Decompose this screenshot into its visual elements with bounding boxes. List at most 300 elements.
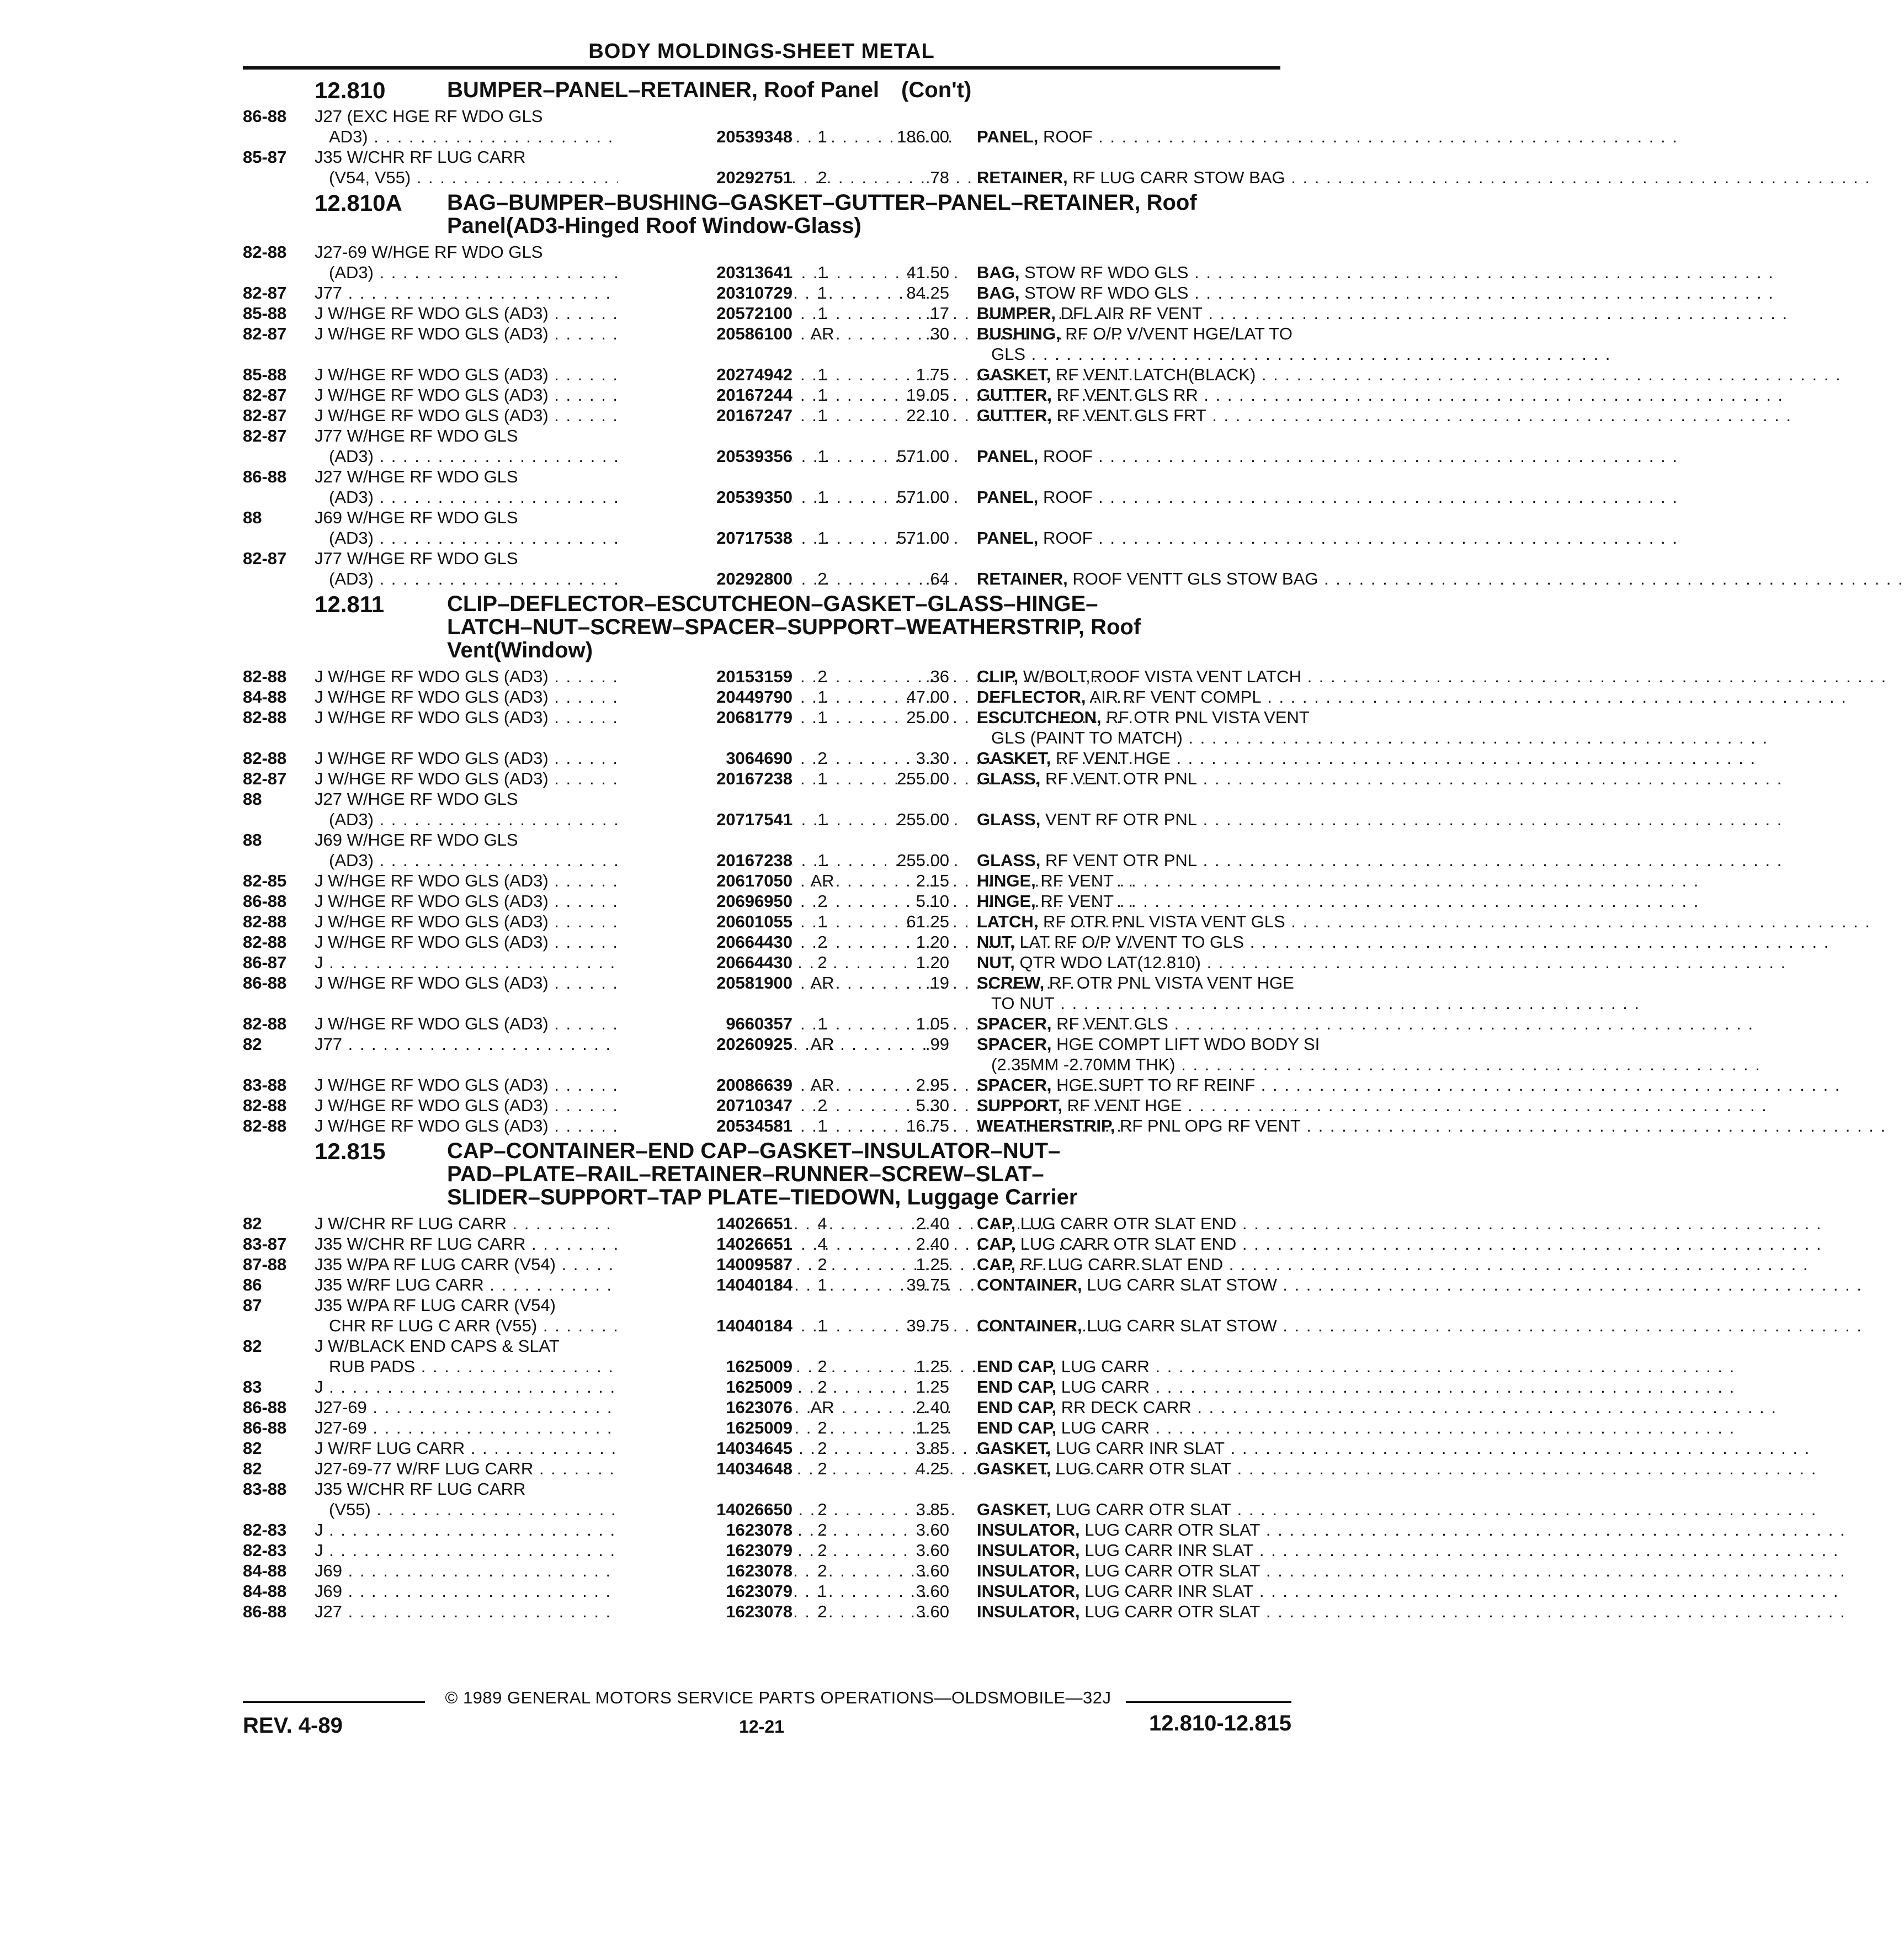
part-number: 20717541	[618, 809, 793, 830]
application-line: (AD3) . . .	[315, 487, 839, 507]
part-description	[977, 569, 1318, 589]
quantity: 1	[817, 263, 827, 282]
part-number: 20167244	[618, 385, 793, 405]
description-line: INSULATOR, LUG CARR INR SLAT . . .	[977, 1540, 1275, 1560]
price: 39.75	[906, 1275, 949, 1294]
model-years: 84-88	[243, 1581, 287, 1601]
part-description	[977, 1356, 1275, 1377]
price: 19.05	[906, 385, 949, 405]
description-line: GUTTER, RF VENT GLS FRT . . .	[977, 405, 1275, 426]
part-number: 20586100	[618, 323, 793, 344]
quantity: 1	[817, 708, 827, 727]
description-line: SCREW, RF OTR PNL VISTA VENT HGE	[977, 973, 1294, 992]
section-title-line: Panel(AD3-Hinged Roof Window-Glass)	[447, 214, 861, 238]
part-row	[243, 1013, 1280, 1034]
part-description	[977, 303, 1275, 323]
model-years: 83-87	[243, 1234, 287, 1254]
description-line: CAP, LUG CARR OTR SLAT END . . .	[977, 1234, 1275, 1254]
part-description	[977, 1520, 1275, 1540]
part-description	[977, 891, 1275, 911]
quantity: 2	[817, 932, 827, 952]
quantity: 2	[817, 748, 827, 768]
price: 4.25	[916, 1459, 949, 1478]
part-description	[977, 446, 1275, 466]
price: 571.00	[897, 447, 949, 466]
quantity: 2	[817, 1541, 827, 1560]
part-description	[977, 1275, 1275, 1295]
application-line: J W/HGE RF WDO GLS (AD3) . . .	[315, 323, 839, 344]
model-years: 86-87	[243, 953, 287, 972]
part-number: 1623079	[618, 1540, 793, 1560]
section-title-line: SLIDER–SUPPORT–TAP PLATE–TIEDOWN, Luggage Carrier	[447, 1185, 1078, 1209]
quantity: 1	[817, 1014, 827, 1033]
description-line: GUTTER, RF VENT GLS RR . . .	[977, 385, 1275, 405]
description-line: INSULATOR, LUG CARR OTR SLAT . . .	[977, 1560, 1275, 1581]
part-row	[243, 666, 1301, 687]
price: 2.95	[916, 1075, 949, 1095]
application-line: J W/HGE RF WDO GLS (AD3) . . .	[315, 911, 839, 932]
description-line: INSULATOR, LUG CARR INR SLAT . . .	[977, 1581, 1275, 1601]
description-line: TO NUT . . .	[977, 993, 1275, 1013]
part-description	[977, 405, 1275, 426]
part-row	[243, 385, 1280, 405]
part-description	[977, 1560, 1275, 1581]
model-years: 82-85	[243, 871, 287, 890]
part-number: 14026651	[618, 1234, 793, 1254]
application-line: J W/HGE RF WDO GLS (AD3) . . .	[315, 1013, 839, 1034]
application-line: J . . .	[315, 1377, 839, 1397]
price: .99	[925, 1034, 949, 1054]
part-description	[977, 487, 1275, 507]
application-line: J69 . . .	[315, 1560, 839, 1581]
section-number: 12.815	[315, 1138, 386, 1164]
application-line: J . . .	[315, 1520, 839, 1540]
part-number: 20310729	[618, 283, 793, 303]
quantity: AR	[810, 1075, 834, 1095]
application-line: AD3) . . .	[315, 126, 839, 147]
application-line: (AD3) . . .	[315, 262, 839, 283]
part-description	[977, 262, 1275, 283]
part-row	[243, 1254, 1280, 1275]
application-line: J69 W/HGE RF WDO GLS	[315, 508, 518, 527]
part-row	[243, 106, 1280, 147]
model-years: 86-88	[243, 891, 287, 911]
application-line: CHR RF LUG C ARR (V55) . . .	[315, 1315, 839, 1336]
section-header	[243, 592, 1280, 662]
part-description	[977, 167, 1285, 188]
model-years: 88	[243, 508, 262, 527]
description-line: GLASS, RF VENT OTR PNL . . .	[977, 768, 1275, 789]
part-number: 20292800	[618, 569, 793, 589]
application-line: J W/HGE RF WDO GLS (AD3) . . .	[315, 768, 839, 789]
part-number: 20313641	[618, 262, 793, 283]
part-row	[243, 952, 1280, 973]
section-title	[447, 78, 1280, 102]
application-line: J W/CHR RF LUG CARR . . .	[315, 1213, 839, 1234]
price: .19	[925, 973, 949, 992]
part-description	[977, 1075, 1275, 1095]
section-title-line: CLIP–DEFLECTOR–ESCUTCHEON–GASKET–GLASS–HINGE–	[447, 592, 1098, 616]
part-description	[977, 1397, 1275, 1418]
quantity: AR	[810, 324, 834, 343]
part-row	[243, 426, 1280, 466]
application-line: J W/HGE RF WDO GLS (AD3) . . .	[315, 707, 839, 728]
description-line: SUPPORT, RF VENT HGE . . .	[977, 1095, 1275, 1116]
page-header-title: BODY MOLDINGS-SHEET METAL	[588, 40, 935, 63]
part-row	[243, 364, 1280, 385]
section-number: 12.811	[315, 591, 385, 617]
part-number: 1625009	[618, 1418, 793, 1438]
price: 3.60	[916, 1561, 949, 1580]
quantity: 1	[817, 528, 827, 548]
model-years: 84-88	[243, 1561, 287, 1580]
part-row	[243, 830, 1280, 870]
application-line: J W/HGE RF WDO GLS (AD3) . . .	[315, 1116, 839, 1136]
quantity: 1	[817, 851, 827, 870]
price: 1.25	[916, 1418, 949, 1437]
part-number: 1625009	[618, 1377, 793, 1397]
part-description	[977, 1234, 1275, 1254]
price: 571.00	[897, 487, 949, 507]
part-number: 14009587	[618, 1254, 793, 1275]
part-description	[977, 1499, 1275, 1520]
quantity: 2	[817, 168, 827, 187]
footer-rule-left	[243, 1701, 425, 1703]
part-description	[977, 1254, 1275, 1275]
part-number: 1625009	[618, 1356, 793, 1377]
quantity: 1	[817, 1316, 827, 1335]
price: 1.25	[916, 1377, 949, 1397]
part-description	[977, 666, 1301, 687]
model-years: 88	[243, 830, 262, 850]
part-number: 20539356	[618, 446, 793, 466]
quantity: 2	[817, 1602, 827, 1621]
part-row	[243, 548, 1318, 589]
section-continued-label: (Con't)	[901, 78, 972, 102]
model-years: 82-87	[243, 324, 287, 343]
application-line: J35 W/RF LUG CARR . . .	[315, 1275, 839, 1295]
quantity: 1	[817, 487, 827, 507]
price: 84.25	[906, 283, 949, 302]
quantity: 1	[817, 304, 827, 323]
part-number: 14040184	[618, 1315, 793, 1336]
application-line: J . . .	[315, 1540, 839, 1560]
model-years: 87	[243, 1296, 262, 1315]
part-row	[243, 405, 1280, 426]
model-years: 82-87	[243, 406, 287, 425]
price: 3.60	[916, 1602, 949, 1621]
model-years: 82-88	[243, 667, 287, 686]
quantity: AR	[810, 973, 834, 992]
description-line: BAG, STOW RF WDO GLS . . .	[977, 262, 1275, 283]
application-line: J77 . . .	[315, 1034, 839, 1054]
application-line: J W/HGE RF WDO GLS (AD3) . . .	[315, 870, 839, 891]
part-description	[977, 385, 1275, 405]
model-years: 82-88	[243, 1116, 287, 1135]
quantity: AR	[810, 1398, 834, 1417]
part-row	[243, 466, 1280, 507]
part-description	[977, 126, 1275, 147]
price: 1.20	[916, 932, 949, 952]
part-row	[243, 687, 1280, 707]
application-line: J W/HGE RF WDO GLS (AD3) . . .	[315, 364, 839, 385]
model-years: 83-88	[243, 1479, 287, 1499]
price: 255.00	[897, 769, 949, 788]
application-line: J27-69 . . .	[315, 1418, 839, 1438]
quantity: 2	[817, 1520, 827, 1539]
part-number: 20260925	[618, 1034, 793, 1054]
part-row	[243, 870, 1280, 891]
model-years: 86-88	[243, 107, 287, 126]
description-line: CAP, RF LUG CARR SLAT END . . .	[977, 1254, 1275, 1275]
description-line: INSULATOR, LUG CARR OTR SLAT . . .	[977, 1601, 1275, 1622]
description-line: GLS (PAINT TO MATCH) . . .	[977, 728, 1275, 748]
description-line: DEFLECTOR, AIR RF VENT COMPL . . .	[977, 687, 1275, 707]
price: .30	[925, 324, 949, 343]
part-description	[977, 1458, 1275, 1479]
price: 16.75	[906, 1116, 949, 1135]
price: 3.60	[916, 1520, 949, 1539]
quantity: 2	[817, 1255, 827, 1274]
part-number: 20696950	[618, 891, 793, 911]
part-description	[977, 1116, 1301, 1136]
application-line: J69 . . .	[315, 1581, 839, 1601]
part-description	[977, 1418, 1275, 1438]
section-number: 12.810	[315, 77, 386, 103]
section-title-line: PAD–PLATE–RAIL–RETAINER–RUNNER–SCREW–SLAT–	[447, 1162, 1044, 1186]
model-years: 83	[243, 1377, 262, 1397]
price: .64	[925, 569, 949, 588]
part-number: 1623079	[618, 1581, 793, 1601]
part-number: 14034645	[618, 1438, 793, 1458]
description-line: GASKET, LUG CARR INR SLAT . . .	[977, 1438, 1275, 1458]
price: 255.00	[897, 851, 949, 870]
part-row	[243, 1458, 1280, 1479]
part-number: 14026651	[618, 1213, 793, 1234]
model-years: 88	[243, 789, 262, 809]
part-description	[977, 911, 1285, 932]
part-number: 1623078	[618, 1560, 793, 1581]
part-number: 20601055	[618, 911, 793, 932]
quantity: 1	[817, 365, 827, 384]
model-years: 86-88	[243, 973, 287, 992]
model-years: 82-88	[243, 1096, 287, 1115]
part-description	[977, 768, 1275, 789]
part-row	[243, 242, 1280, 283]
footer-page-number: 12-21	[739, 1717, 784, 1737]
section-header	[243, 78, 1280, 102]
section-title-line: CAP–CONTAINER–END CAP–GASKET–INSULATOR–NUT–	[447, 1139, 1061, 1163]
application-line: J27-69-77 W/RF LUG CARR . . .	[315, 1458, 839, 1479]
description-line: PANEL, ROOF . . .	[977, 126, 1275, 147]
part-number: 14026650	[618, 1499, 793, 1520]
application-line: J W/RF LUG CARR . . .	[315, 1438, 839, 1458]
part-number: 14040184	[618, 1275, 793, 1295]
model-years: 82-88	[243, 912, 287, 931]
part-number: 20449790	[618, 687, 793, 707]
section-title-line: Vent(Window)	[447, 638, 593, 662]
part-number: 20274942	[618, 364, 793, 385]
price: 47.00	[906, 687, 949, 707]
price: 3.60	[916, 1541, 949, 1560]
model-years: 82-88	[243, 748, 287, 768]
part-number: 20617050	[618, 870, 793, 891]
model-years: 82-83	[243, 1520, 287, 1539]
part-description	[977, 932, 1275, 952]
part-row	[243, 1560, 1280, 1581]
application-line: J W/HGE RF WDO GLS (AD3) . . .	[315, 748, 839, 768]
part-number: 20681779	[618, 707, 793, 728]
description-line: BAG, STOW RF WDO GLS . . .	[977, 283, 1275, 303]
description-line: NUT, QTR WDO LAT(12.810) . . .	[977, 952, 1275, 973]
description-line: HINGE, RF VENT . . .	[977, 891, 1275, 911]
application-line: (AD3) . . .	[315, 528, 839, 548]
description-line: CONTAINER, LUG CARR SLAT STOW . . .	[977, 1275, 1275, 1295]
quantity: 2	[817, 569, 827, 588]
description-line: SPACER, HGE SUPT TO RF REINF . . .	[977, 1075, 1275, 1095]
part-number: 20664430	[618, 932, 793, 952]
quantity: 1	[817, 912, 827, 931]
price: 3.85	[916, 1500, 949, 1519]
application-line: J69 W/HGE RF WDO GLS	[315, 830, 518, 850]
model-years: 85-87	[243, 147, 287, 167]
part-number: 1623078	[618, 1601, 793, 1622]
price: 1.20	[916, 953, 949, 972]
part-description	[977, 323, 1293, 364]
application-line: (AD3) . . .	[315, 850, 839, 870]
price: 255.00	[897, 810, 949, 829]
part-row	[243, 789, 1280, 830]
price: 3.60	[916, 1581, 949, 1601]
model-years: 86-88	[243, 1398, 287, 1417]
model-years: 86-88	[243, 1602, 287, 1621]
application-line: J W/HGE RF WDO GLS (AD3) . . .	[315, 385, 839, 405]
price: 5.30	[916, 1096, 949, 1115]
footer-revision: REV. 4-89	[243, 1713, 343, 1738]
price: 186.00	[897, 127, 949, 146]
application-line: J W/HGE RF WDO GLS (AD3) . . .	[315, 666, 839, 687]
model-years: 82-87	[243, 549, 287, 568]
application-line: J W/HGE RF WDO GLS (AD3) . . .	[315, 405, 839, 426]
part-row	[243, 323, 1293, 364]
part-description	[977, 1315, 1275, 1336]
part-number: 20167238	[618, 850, 793, 870]
part-row	[243, 768, 1280, 789]
price: 2.15	[916, 871, 949, 890]
part-description	[977, 1601, 1275, 1622]
part-number: 20167238	[618, 768, 793, 789]
application-line: J27-69 W/HGE RF WDO GLS	[315, 242, 543, 262]
part-number: 20292751	[618, 167, 793, 188]
description-line: PANEL, ROOF . . .	[977, 487, 1275, 507]
part-description	[977, 748, 1275, 768]
part-description	[977, 973, 1294, 1013]
application-line: J W/HGE RF WDO GLS (AD3) . . .	[315, 303, 839, 323]
quantity: 1	[817, 1116, 827, 1135]
part-number: 20664430	[618, 952, 793, 973]
model-years: 82-88	[243, 932, 287, 952]
part-row	[243, 1275, 1280, 1295]
model-years: 82-88	[243, 1014, 287, 1033]
section-title	[447, 191, 1280, 237]
application-line: J W/HGE RF WDO GLS (AD3) . . .	[315, 891, 839, 911]
part-row	[243, 1075, 1280, 1095]
description-line: GLASS, VENT RF OTR PNL . . .	[977, 809, 1275, 830]
application-line: (V55) . . .	[315, 1499, 839, 1520]
part-number: 3064690	[618, 748, 793, 768]
application-line: J35 W/PA RF LUG CARR (V54) . . .	[315, 1254, 839, 1275]
part-number: 20539348	[618, 126, 793, 147]
price: .17	[925, 304, 949, 323]
part-row	[243, 1397, 1280, 1418]
part-description	[977, 1377, 1275, 1397]
price: 2.40	[916, 1234, 949, 1254]
part-number: 20572100	[618, 303, 793, 323]
part-number: 20153159	[618, 666, 793, 687]
quantity: AR	[810, 871, 834, 890]
quantity: 1	[817, 406, 827, 425]
part-description	[977, 707, 1310, 748]
application-line: J77 W/HGE RF WDO GLS	[315, 426, 518, 445]
price: 1.25	[916, 1255, 949, 1274]
model-years: 82	[243, 1214, 262, 1233]
quantity: 4	[817, 1214, 827, 1233]
description-line: PANEL, ROOF . . .	[977, 446, 1275, 466]
price: 25.00	[906, 708, 949, 727]
price: 22.10	[906, 406, 949, 425]
quantity: 2	[817, 1459, 827, 1478]
description-line: NUT, LAT RF O/P V/VENT TO GLS . . .	[977, 932, 1275, 952]
price: 41.50	[906, 263, 949, 282]
price: .36	[925, 667, 949, 686]
application-line: J35 W/PA RF LUG CARR (V54)	[315, 1296, 556, 1315]
application-line: J W/HGE RF WDO GLS (AD3) . . .	[315, 973, 839, 993]
application-line: RUB PADS . . .	[315, 1356, 839, 1377]
model-years: 82	[243, 1034, 262, 1054]
application-line: J77 W/HGE RF WDO GLS	[315, 549, 518, 568]
quantity: 1	[817, 687, 827, 707]
part-number: 20717538	[618, 528, 793, 548]
part-row	[243, 147, 1285, 188]
part-row	[243, 283, 1280, 303]
description-line: RETAINER, ROOF VENTT GLS STOW BAG . . .	[977, 569, 1275, 589]
quantity: 1	[817, 127, 827, 146]
quantity: 1	[817, 283, 827, 302]
part-number: 20581900	[618, 973, 793, 993]
section-title-line: BAG–BUMPER–BUSHING–GASKET–GUTTER–PANEL–RETAINER, Roof	[447, 190, 1197, 215]
price: .78	[925, 168, 949, 187]
part-row	[243, 1034, 1320, 1075]
application-line: J35 W/CHR RF LUG CARR	[315, 1479, 526, 1499]
part-description	[977, 1095, 1275, 1116]
section-header	[243, 191, 1280, 237]
section-header	[243, 1139, 1280, 1209]
description-line: SPACER, RF VENT GLS . . .	[977, 1013, 1275, 1034]
part-row	[243, 1520, 1280, 1540]
part-row	[243, 932, 1280, 952]
part-description	[977, 1540, 1275, 1560]
part-row	[243, 1479, 1280, 1520]
description-line: ESCUTCHEON, RF OTR PNL VISTA VENT	[977, 708, 1310, 727]
quantity: 2	[817, 1500, 827, 1519]
description-line: SPACER, HGE COMPT LIFT WDO BODY SI	[977, 1034, 1320, 1054]
application-line: J W/HGE RF WDO GLS (AD3) . . .	[315, 932, 839, 952]
description-line: GASKET, LUG CARR OTR SLAT . . .	[977, 1458, 1275, 1479]
part-row	[243, 1581, 1280, 1601]
part-row	[243, 1213, 1280, 1234]
price: 61.25	[906, 912, 949, 931]
application-line: J35 W/CHR RF LUG CARR	[315, 147, 526, 167]
